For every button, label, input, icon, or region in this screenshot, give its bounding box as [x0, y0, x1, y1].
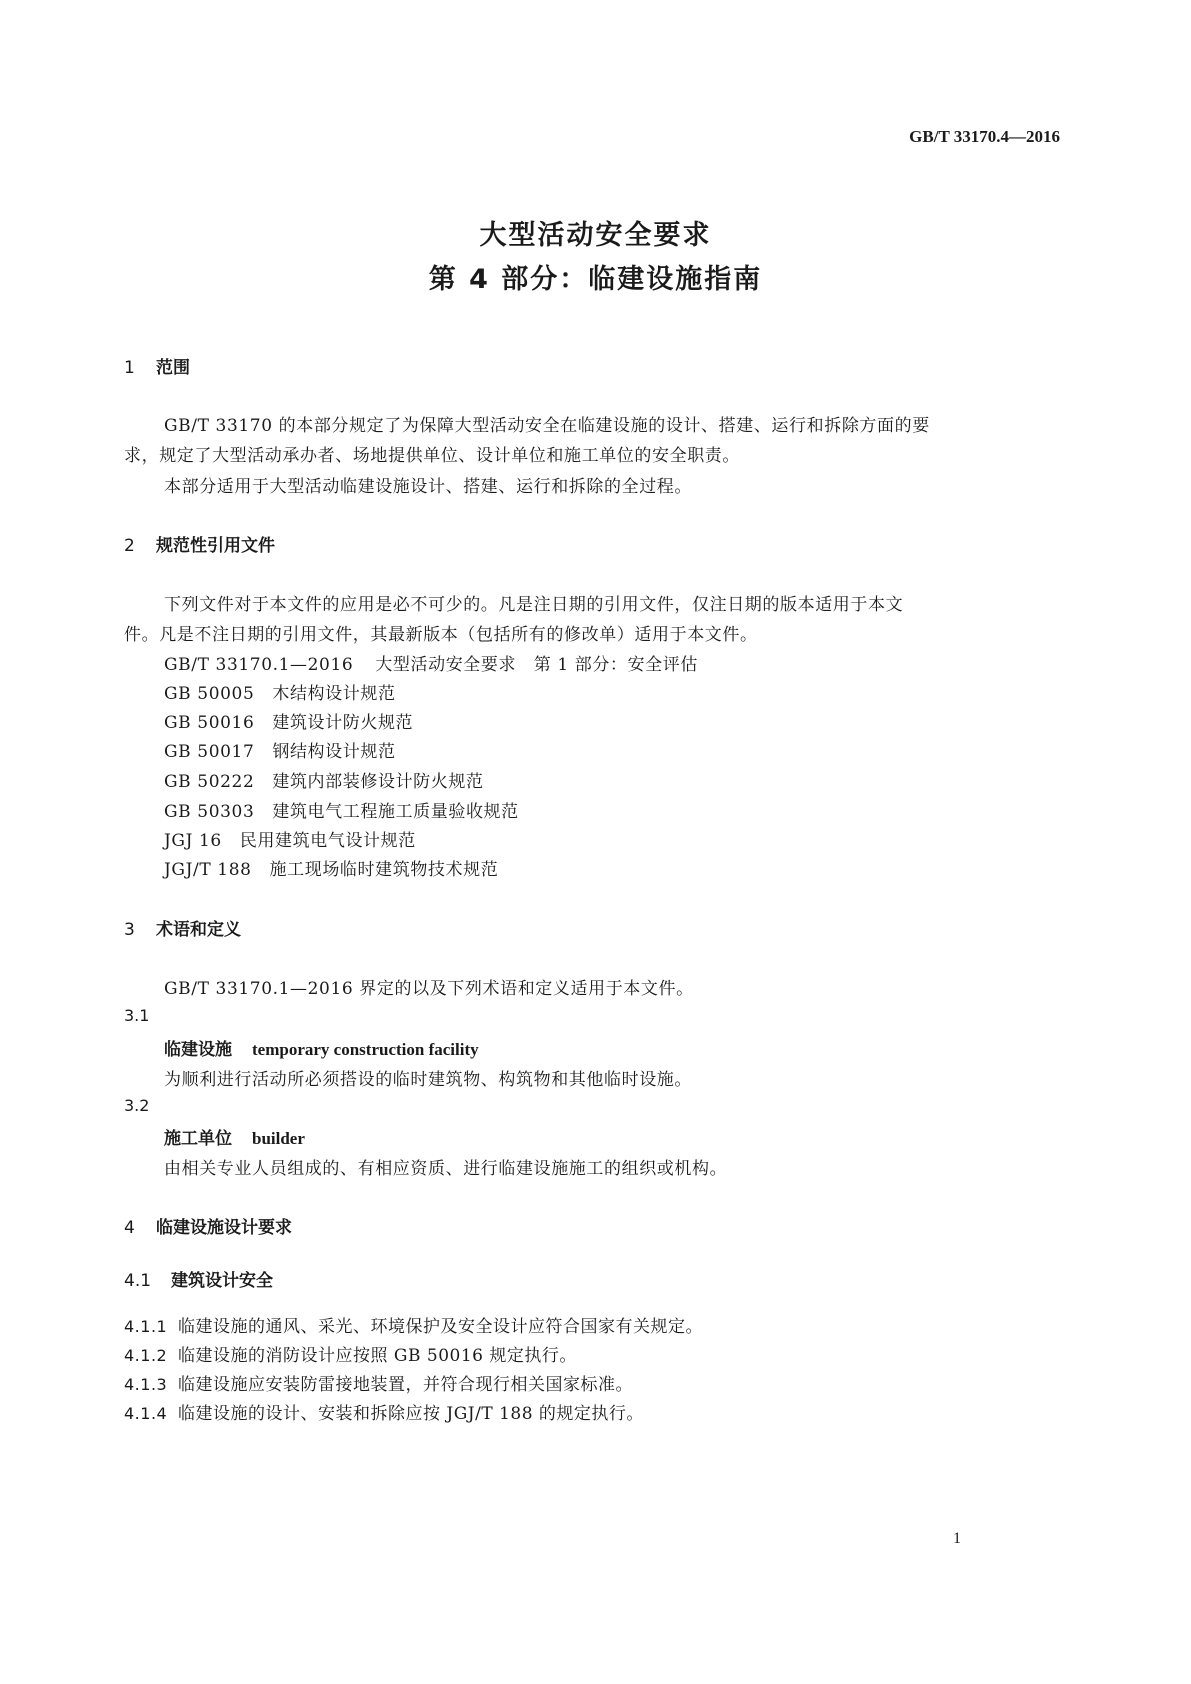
subsection-number: 4.1 [124, 1271, 152, 1291]
section-number: 1 [124, 358, 135, 378]
clause-text: 临建设施应安装防雷接地装置，并符合现行相关国家标准。 [178, 1375, 633, 1395]
section-number: 2 [124, 536, 135, 556]
reference-item [164, 797, 519, 822]
section-2-heading [124, 531, 275, 556]
reference-code: GB 50222 [164, 772, 255, 792]
reference-title: 建筑内部装修设计防火规范 [272, 772, 484, 792]
section-title: 规范性引用文件 [156, 536, 275, 556]
reference-item [164, 826, 416, 851]
term-heading [164, 1035, 479, 1060]
term-en: temporary construction facility [252, 1040, 479, 1059]
paragraph: 下列文件对于本文件的应用是必不可少的。凡是注日期的引用文件，仅注日期的版本适用于本文 [164, 595, 904, 615]
clause [124, 1312, 703, 1337]
clause-number: 4.1.2 [124, 1346, 168, 1365]
reference-code: GB 50016 [164, 713, 255, 733]
reference-title: 大型活动安全要求 第 1 部分：安全评估 [375, 655, 698, 675]
term-definition: 由相关专业人员组成的、有相应资质、进行临建设施施工的组织或机构。 [164, 1159, 728, 1179]
section-title: 术语和定义 [156, 920, 241, 940]
term-number: 3.1 [124, 1006, 150, 1025]
reference-code: GB/T 33170.1—2016 [164, 655, 354, 675]
reference-item [164, 855, 498, 880]
reference-code: GB 50005 [164, 684, 255, 704]
reference-item [164, 767, 484, 792]
clause [124, 1399, 644, 1424]
clause-number: 4.1.4 [124, 1404, 168, 1423]
subsection-heading [124, 1266, 273, 1291]
reference-title: 木结构设计规范 [272, 684, 396, 704]
subsection-title: 建筑设计安全 [171, 1271, 273, 1291]
term-en: builder [252, 1129, 305, 1148]
standard-number: GB/T 33170.4—2016 [909, 127, 1060, 146]
reference-title: 钢结构设计规范 [272, 742, 396, 762]
section-title: 临建设施设计要求 [156, 1218, 292, 1238]
term-heading [164, 1124, 305, 1149]
reference-code: JGJ/T 188 [164, 860, 252, 880]
reference-title: 施工现场临时建筑物技术规范 [269, 860, 499, 880]
term-definition: 为顺利进行活动所必须搭设的临时建筑物、构筑物和其他临时设施。 [164, 1070, 692, 1090]
section-title: 范围 [156, 358, 190, 378]
document-title: 大型活动安全要求 [479, 220, 712, 251]
section-number: 3 [124, 920, 135, 940]
section-3-heading [124, 915, 241, 940]
reference-code: GB 50017 [164, 742, 255, 762]
clause-number: 4.1.3 [124, 1375, 168, 1394]
term-number: 3.2 [124, 1096, 150, 1115]
clause [124, 1370, 633, 1395]
clause-text: 临建设施的通风、采光、环境保护及安全设计应符合国家有关规定。 [178, 1317, 703, 1337]
document-subtitle: 第 4 部分：临建设施指南 [428, 264, 763, 295]
section-1-heading [124, 353, 190, 378]
reference-item [164, 679, 396, 704]
paragraph: 本部分适用于大型活动临建设施设计、搭建、运行和拆除的全过程。 [164, 477, 692, 497]
clause-number: 4.1.1 [124, 1317, 168, 1336]
term-zh: 临建设施 [164, 1040, 232, 1060]
paragraph: 件。凡是不注日期的引用文件，其最新版本（包括所有的修改单）适用于本文件。 [124, 625, 758, 645]
reference-code: GB 50303 [164, 802, 255, 822]
reference-code: JGJ 16 [164, 831, 222, 851]
reference-title: 民用建筑电气设计规范 [239, 831, 416, 851]
clause-text: 临建设施的设计、安装和拆除应按 JGJ/T 188 的规定执行。 [178, 1404, 644, 1424]
paragraph: GB/T 33170.1—2016 界定的以及下列术语和定义适用于本文件。 [164, 979, 694, 999]
reference-item [164, 737, 396, 762]
section-4-heading [124, 1213, 292, 1238]
clause [124, 1341, 577, 1366]
reference-item [164, 650, 698, 675]
reference-item [164, 708, 413, 733]
reference-title: 建筑设计防火规范 [272, 713, 414, 733]
paragraph: 求，规定了大型活动承办者、场地提供单位、设计单位和施工单位的安全职责。 [124, 446, 740, 466]
paragraph: GB/T 33170 的本部分规定了为保障大型活动安全在临建设施的设计、搭建、运行和拆除方面的要 [164, 416, 930, 436]
reference-title: 建筑电气工程施工质量验收规范 [272, 802, 519, 822]
section-number: 4 [124, 1218, 135, 1238]
term-zh: 施工单位 [164, 1129, 232, 1149]
clause-text: 临建设施的消防设计应按照 GB 50016 规定执行。 [178, 1346, 577, 1366]
page-number: 1 [953, 1530, 961, 1547]
